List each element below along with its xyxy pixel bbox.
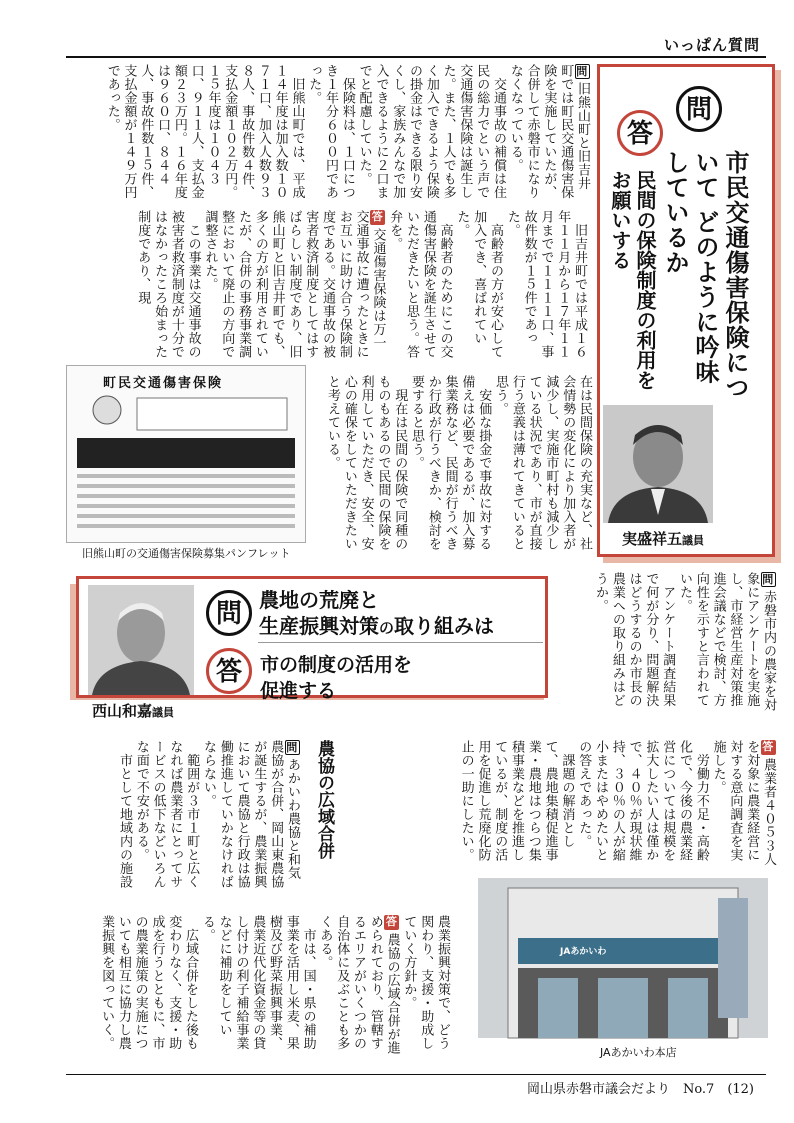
q1-member-suffix: 議員 bbox=[682, 534, 705, 547]
pamphlet-image bbox=[66, 365, 306, 543]
q2-answer-line1: 市の制度の活用を bbox=[260, 654, 413, 676]
pamphlet-graphic bbox=[67, 390, 305, 540]
q1-answer-continued bbox=[325, 375, 592, 560]
q2-sub-answer-text: 農協の広域合併が進められており、管轄するエリアがいくつかの自治体に及ぶことも多くある。 市は、国・県の補助事業を活用し米麦、果樹及び野菜振興事業、農業近代化資金等の貸し付けの利子補給事業などに補助をしている。 広域合併をした後も変わりなく、支援・助成を行うとともに、市の農業施策の実施についても相互に協力し農業振興を図っていく。 bbox=[99, 915, 400, 1055]
footer-rule bbox=[66, 1074, 766, 1075]
ja-sign: JAあかいわ bbox=[560, 947, 607, 957]
q1-question-text-2: 旧吉井町では平成１６年１１月から１７年１１月までで１１１１口、事故件数が１５件であった。 高齢者の方が安心して加入でき、喜ばれていた。 高齢者のためにこの交通傷害保険を誕生させていただきたいと思う。答弁を。 bbox=[387, 210, 587, 359]
pamphlet-caption: 旧熊山町の交通傷害保険募集パンフレット bbox=[82, 547, 291, 560]
q2-sub-heading: 農協の広域合併 bbox=[314, 740, 334, 859]
q1-member-name bbox=[622, 528, 704, 549]
q1-answer-badge: 答 bbox=[617, 110, 663, 156]
page-footer: 岡山県赤磐市議会だより No.7 (12) bbox=[526, 1082, 754, 1097]
q1-answer-text: 交通傷害保険は万一交通事故に遭ったときにお互いに助け合う保険制度である。交通事故の被害者救済制度としてはすばらしい制度であり、旧熊山町と旧吉井町でも、多くの方が利用されていたが、合併の事務事業調整において廃止の方向で調整された。 この事業は交通事故の被害者救済制度が十分ではなかったころ始まった制度であり、現 bbox=[135, 210, 386, 359]
building-image bbox=[478, 878, 768, 1038]
portrait-image-2 bbox=[88, 585, 194, 695]
q1-question-column bbox=[70, 64, 590, 202]
q2-question-column bbox=[556, 572, 776, 720]
q2-answer-text: 農業者４０５３人を対象に農業経営に対する意向調査を実施した。 労働力不足・高齢化で、今後の農業経営については規模を拡大したい人は僅かで、４０％が現状維持、３０％の人が縮小またはやめたいとの答えであった。 課題の解消として、農地集積促進事業・農地はつらつ集積事業などを推進しているが、制度の活用を促進し荒廃化防止の一助にしたい。 bbox=[458, 740, 776, 866]
q2-title-line2c: 取り組みは bbox=[394, 614, 495, 638]
q2-sub-question-continued: 農業振興対策で、どう関わり、支援・助成していく方針か。 bbox=[401, 915, 450, 1050]
q2-answer-badge: 答 bbox=[206, 648, 252, 694]
q1-member-photo bbox=[603, 405, 713, 523]
portrait-image bbox=[603, 405, 713, 523]
q1-extra-column bbox=[70, 210, 230, 360]
q2-sub-question-column bbox=[70, 740, 300, 890]
q2-title-line2 bbox=[259, 610, 494, 639]
pamphlet-title: 町民交通傷害保険 bbox=[103, 376, 224, 391]
q2-title-line2b: の bbox=[379, 619, 395, 637]
q1-answer-tag: 答 bbox=[371, 210, 384, 223]
q1-question-badge: 問 bbox=[676, 86, 722, 132]
q1-answer-headline: 民間の保険制度の利用を お願いする bbox=[608, 170, 657, 390]
q2-sub-answer-tag: 答 bbox=[385, 915, 398, 928]
q2-member-suffix: 議員 bbox=[152, 706, 175, 719]
q2-title-line2a: 生産振興対策 bbox=[259, 614, 379, 638]
q2-question-tag: 問 bbox=[762, 573, 774, 586]
ja-building-photo bbox=[478, 878, 768, 1038]
ja-photo-caption: JAあかいわ本店 bbox=[600, 1046, 677, 1059]
q1-title: 市民交通傷害保険について どのように吟味しているか bbox=[661, 150, 749, 400]
header-rule bbox=[66, 56, 766, 58]
q1-member-name-text: 実盛祥五 bbox=[622, 530, 683, 548]
q2-sub-question-tag: 問 bbox=[286, 741, 298, 754]
q2-member-name bbox=[92, 700, 174, 721]
page-section-title: いっぱん質問 bbox=[663, 36, 760, 54]
q1-question-tag: 問 bbox=[576, 65, 588, 78]
q2-question-text: 赤磐市内の農家を対象にアンケートを実施し、市経営生産対策推進会議などで検討、方向性を示すと言われていた。 アンケート調査結果で何が分り、問題解決はどうするのか市長の農業への取り組みはどうか。 bbox=[593, 572, 776, 712]
q2-answer-tag: 答 bbox=[762, 740, 774, 753]
q2-title-line1: 農地の荒廃と bbox=[259, 588, 379, 612]
q2-question-badge: 問 bbox=[206, 590, 252, 636]
q2-member-photo bbox=[88, 585, 194, 695]
q2-sub-question-text: あかいわ農協と和気農協が合併、岡山東農協が誕生するが、農業振興において農協と行政は協働推進していかなければならない。 範囲が３市１町と広くなれば農業者にとってサービスの低下などいろんな面で不安がある。 市として地域内の施設 bbox=[117, 740, 300, 889]
q1-answer-text-2: 在は民間保険の充実など、社会情勢の変化により加入者が減少し、実施市町村も減少している状況であり、市が直接行う意義は薄れてきていると思う。 安価な掛金で事故に対する備えは必要であるが、加入募集業務など、民間が行うべきか行政が行うべきか、検討を要すると思う。 現在は民間の保険で同種のものもあるので民間の保険を利用していただき、安全、安心の確保をしていただきたいと考えている。 bbox=[325, 375, 592, 551]
q2-divider bbox=[258, 642, 543, 643]
q1-question-continued bbox=[135, 210, 587, 360]
q2-member-name-text: 西山和嘉 bbox=[92, 702, 153, 720]
q1-question-text: 旧熊山町と旧吉井町では町民交通傷害保険を実施していたが、合併して赤磐市になりなくなっている。 交通事故の補償は住民の総力でという声で交通傷害保険は誕生した。また、１人でも多く加入できるよう保険の掛金はできる限り安くし、家族みんなで加入できるように２口までと配慮していた。 保険料は、１口につき１年分６００円であった。 旧熊山町では、平成１４年度は加入数１０７１口、加入人数９３８人、事故件数４件、支払金額１０２万円。１５年度は１０４３口、９１１人、支払金額２３万円。１６年度は９６０口、８４４人、事故件数１５件、支払金額が１４９万円であった。 bbox=[104, 64, 590, 199]
q2-sub-answer-column bbox=[70, 915, 450, 1063]
q2-answer-line2: 促進する bbox=[260, 680, 337, 702]
q2-answer-column bbox=[452, 740, 776, 868]
